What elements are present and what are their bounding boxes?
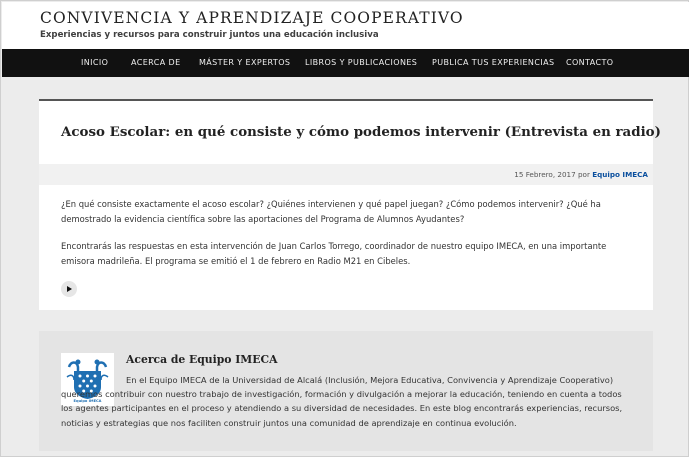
- post-author-link[interactable]: Equipo IMECA: [592, 170, 648, 179]
- main-nav: [2, 49, 689, 77]
- post-paragraph-2: Encontrarás las respuestas en esta intervención de Juan Carlos Torrego, coordinador de nuestro equipo IMECA, en una importante emisora madrileña. El programa se emitió el 1 de febrero en Radio M21 en Cibeles.: [61, 241, 607, 266]
- imeca-logo-text: Equipo IMECA: [73, 399, 102, 403]
- post-meta-bar: [39, 164, 653, 185]
- post-article: [39, 99, 661, 310]
- nav-item-acerca-de[interactable]: ACERCA DE: [131, 58, 181, 67]
- author-box-text: En el Equipo IMECA de la Universidad de Alcalá (Inclusión, Mejora Educativa, Convivencia y Aprendizaje Cooperativo) queremos contribuir con nuestro trabajo de investigación, formación y divulgación a mejorar la educación, teniendo en cuenta a todos los agentes participantes en el proceso y atendiendo a su diversidad de necesidades. En este blog encontrarás experiencias, recursos, noticias y estrategias que nos faciliten construir juntos una comunidad de aprendizaje en continua evolución.: [61, 375, 623, 428]
- nav-item-inicio[interactable]: INICIO: [81, 58, 109, 67]
- site-title[interactable]: CONVIVENCIA Y APRENDIZAJE COOPERATIVO: [40, 9, 464, 27]
- post-date: 15 Febrero, 2017 por: [514, 170, 590, 179]
- author-box: [39, 331, 653, 451]
- nav-item-master-y-expertos[interactable]: MÁSTER Y EXPERTOS: [199, 58, 291, 67]
- post-paragraph-1: ¿En qué consiste exactamente el acoso escolar? ¿Quiénes intervienen y qué papel juegan? ¿Cómo podemos intervenir? ¿Qué ha demostrado la evidencia científica sobre las aportaciones del Programa de Alumnos Ayudantes?: [61, 199, 601, 224]
- post-meta: [514, 170, 648, 179]
- nav-item-contacto[interactable]: CONTACTO: [566, 58, 614, 67]
- nav-item-publica-tus-experiencias[interactable]: PUBLICA TUS EXPERIENCIAS: [432, 58, 555, 67]
- play-icon[interactable]: [61, 281, 77, 297]
- post-title[interactable]: Acoso Escolar: en qué consiste y cómo podemos intervenir (Entrevista en radio): [61, 124, 661, 140]
- nav-item-libros-y-publicaciones[interactable]: LIBROS Y PUBLICACIONES: [305, 58, 418, 67]
- site-header: [2, 2, 689, 49]
- site-description: Experiencias y recursos para construir juntos una educación inclusiva: [40, 30, 379, 40]
- author-box-title: Acerca de Equipo IMECA: [126, 353, 278, 366]
